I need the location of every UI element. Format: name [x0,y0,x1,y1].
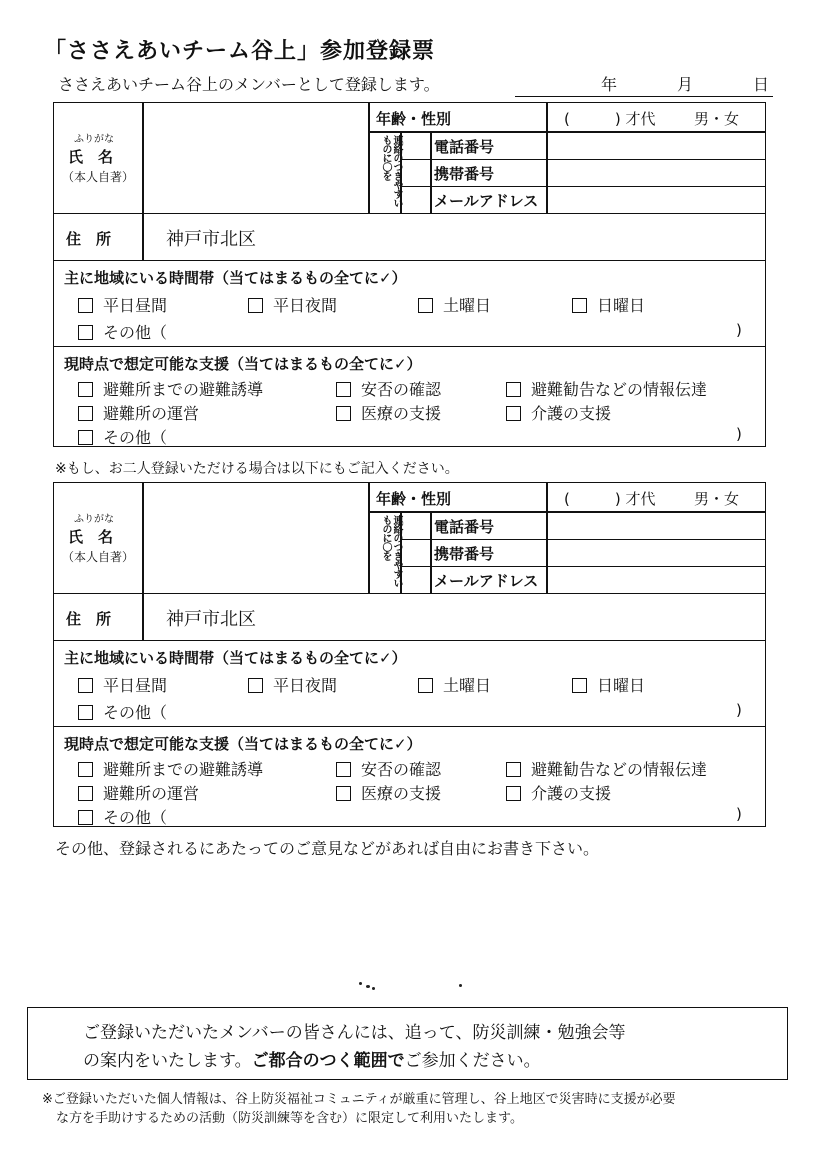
support-option-other[interactable]: その他（ [78,805,167,828]
time-option-weekday-day[interactable]: 平日昼間 [78,673,167,696]
scan-speck [459,984,462,987]
support-option-safety-check[interactable]: 安否の確認 [336,757,441,780]
mobile-label: 携帯番号 [434,165,495,183]
mobile-input[interactable] [548,160,764,186]
scan-speck [366,985,370,988]
time-option-other[interactable]: その他（ [78,700,167,723]
age-gender-label: 年齢・性別 [376,110,452,128]
phone-input[interactable] [548,513,764,539]
second-person-note: ※もし、お二人登録いただける場合は以下にもご記入ください。 [55,461,459,477]
checkbox[interactable] [78,678,93,693]
phone-input[interactable] [548,133,764,159]
mobile-circle-cell[interactable] [402,160,429,186]
checkbox[interactable] [336,762,351,777]
notice-box [27,1007,788,1080]
phone-label: 電話番号 [434,518,495,536]
furigana-label: ふりがな [74,514,114,525]
support-option-shelter-operation[interactable]: 避難所の運営 [78,401,199,424]
support-header: 現時点で想定可能な支援（当てはまるもの全てに✓） [64,735,422,753]
time-section [54,640,765,727]
self-sign-label: （本人自著） [62,170,135,184]
email-input[interactable] [548,187,764,213]
form-title: 「ささえあいチーム谷上」参加登録票 [44,39,436,64]
checkbox[interactable] [78,705,93,720]
checkbox[interactable] [506,786,521,801]
furigana-label: ふりがな [74,134,114,145]
support-option-care[interactable]: 介護の支援 [506,401,611,424]
support-section [54,726,765,827]
checkbox[interactable] [78,406,93,421]
age-input[interactable]: ( ) 才代 [564,110,656,128]
time-option-saturday[interactable]: 土曜日 [418,293,491,316]
checkbox[interactable] [336,382,351,397]
checkbox[interactable] [506,762,521,777]
support-option-medical[interactable]: 医療の支援 [336,401,441,424]
time-header: 主に地域にいる時間帯（当てはまるもの全てに✓） [64,649,407,667]
mobile-label: 携帯番号 [434,545,495,563]
address-label: 住 所 [66,230,112,248]
support-option-evacuation-guide[interactable]: 避難所までの避難誘導 [78,757,263,780]
footnote-line-1: ※ご登録いただいた個人情報は、谷上防災福祉コミュニティが厳重に管理し、谷上地区で災害時に支援が必要 [42,1092,676,1107]
checkbox[interactable] [418,298,433,313]
contact-preference-label: 連絡のつきやすいものに〇を [380,515,402,587]
notice-line-2: の案内をいたします。ご都合のつく範囲でご参加ください。 [83,1051,541,1071]
email-circle-cell[interactable] [402,187,429,213]
support-option-shelter-operation[interactable]: 避難所の運営 [78,781,199,804]
support-option-safety-check[interactable]: 安否の確認 [336,377,441,400]
intro-text: ささえあいチーム谷上のメンバーとして登録します。 [58,75,440,94]
phone-circle-cell[interactable] [402,513,429,539]
time-option-weekday-night[interactable]: 平日夜間 [248,673,337,696]
year-label: 年 [601,75,618,94]
time-option-sunday[interactable]: 日曜日 [572,293,645,316]
support-header: 現時点で想定可能な支援（当てはまるもの全てに✓） [64,355,422,373]
email-label: メールアドレス [434,192,539,210]
gender-select[interactable]: 男・女 [694,110,740,128]
phone-circle-cell[interactable] [402,133,429,159]
time-section [54,260,765,347]
time-header: 主に地域にいる時間帯（当てはまるもの全てに✓） [64,269,407,287]
support-option-other[interactable]: その他（ [78,425,167,448]
name-label: 氏 名 [68,528,114,546]
mobile-circle-cell[interactable] [402,540,429,566]
address-row [54,213,765,261]
registration-form-2 [53,482,766,827]
support-option-evacuation-guide[interactable]: 避難所までの避難誘導 [78,377,263,400]
checkbox[interactable] [506,382,521,397]
date-field[interactable] [515,72,773,97]
privacy-footnote [42,1090,782,1128]
email-circle-cell[interactable] [402,567,429,593]
name-input-area[interactable] [144,483,366,593]
month-label: 月 [677,75,694,94]
address-input[interactable]: 神戸市北区 [166,229,256,250]
support-option-medical[interactable]: 医療の支援 [336,781,441,804]
contact-preference-label: 連絡のつきやすいものに〇を [380,135,402,207]
checkbox[interactable] [78,430,93,445]
name-label: 氏 名 [68,148,114,166]
support-section [54,346,765,447]
time-option-weekday-night[interactable]: 平日夜間 [248,293,337,316]
notice-emphasis: ご都合のつく範囲で [251,1051,405,1071]
time-option-sunday[interactable]: 日曜日 [572,673,645,696]
checkbox[interactable] [78,298,93,313]
footnote-line-2: な方を手助けするための活動（防災訓練等を含む）に限定して利用いたします。 [56,1111,523,1126]
close-paren: ) [736,425,742,443]
name-input-area[interactable] [144,103,366,213]
support-option-info-relay[interactable]: 避難勧告などの情報伝達 [506,757,707,780]
email-label: メールアドレス [434,572,539,590]
time-option-other[interactable]: その他（ [78,320,167,343]
phone-label: 電話番号 [434,138,495,156]
checkbox[interactable] [572,298,587,313]
age-gender-label: 年齢・性別 [376,490,452,508]
time-option-weekday-day[interactable]: 平日昼間 [78,293,167,316]
checkbox[interactable] [78,786,93,801]
checkbox[interactable] [78,325,93,340]
scan-speck [359,982,362,985]
checkbox[interactable] [78,382,93,397]
close-paren: ) [736,321,742,339]
support-option-info-relay[interactable]: 避難勧告などの情報伝達 [506,377,707,400]
checkbox[interactable] [572,678,587,693]
address-row [54,593,765,641]
checkbox[interactable] [418,678,433,693]
support-option-care[interactable]: 介護の支援 [506,781,611,804]
mobile-input[interactable] [548,540,764,566]
checkbox[interactable] [248,298,263,313]
day-label: 日 [753,75,770,94]
registration-form-1 [53,102,766,447]
notice-line-1: ご登録いただいたメンバーの皆さんには、追って、防災訓練・勉強会等 [83,1023,626,1043]
scan-speck [372,987,375,990]
email-input[interactable] [548,567,764,593]
self-sign-label: （本人自著） [62,550,135,564]
checkbox[interactable] [248,678,263,693]
comments-area[interactable] [53,866,764,986]
gender-select[interactable]: 男・女 [694,490,740,508]
address-input[interactable]: 神戸市北区 [166,609,256,630]
other-comments-prompt: その他、登録されるにあたってのご意見などがあれば自由にお書き下さい。 [55,839,600,858]
time-option-saturday[interactable]: 土曜日 [418,673,491,696]
checkbox[interactable] [506,406,521,421]
checkbox[interactable] [78,762,93,777]
age-input[interactable]: ( ) 才代 [564,490,656,508]
close-paren: ) [736,701,742,719]
checkbox[interactable] [336,786,351,801]
checkbox[interactable] [78,810,93,825]
close-paren: ) [736,805,742,823]
checkbox[interactable] [336,406,351,421]
address-label: 住 所 [66,610,112,628]
